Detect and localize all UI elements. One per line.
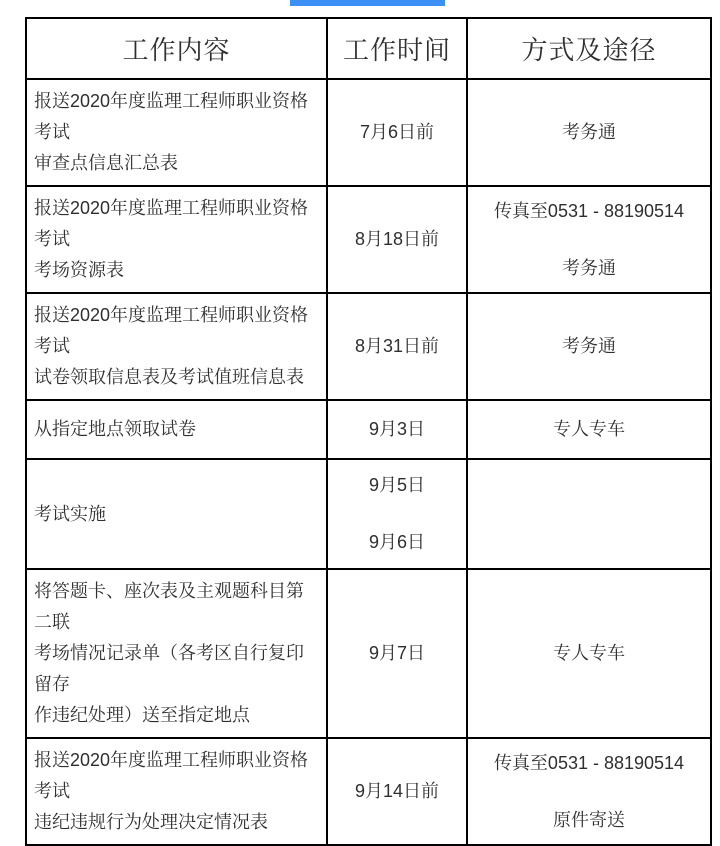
table-row <box>26 569 711 738</box>
method-cell <box>467 186 711 293</box>
col-header-method: 方式及途径 <box>467 18 711 79</box>
cell-line: 8月31日前 <box>354 336 440 356</box>
work-content-cell <box>26 738 327 845</box>
method-cell <box>467 738 711 845</box>
work-time-cell <box>327 459 467 569</box>
work-time-cell <box>327 569 467 738</box>
cell-line: 原件寄送 <box>553 809 625 830</box>
cell-line: 审查点信息汇总表 <box>34 153 178 173</box>
work-content-cell <box>26 459 327 569</box>
work-time-cell <box>327 293 467 400</box>
cell-line: 报送2020年度监理工程师职业资格考试 <box>34 91 309 142</box>
cell-line: 9月3日 <box>368 419 426 439</box>
cell-line: 9月5日 <box>368 475 426 495</box>
cell-line: 传真至0531 - 88190514 <box>493 752 685 773</box>
cell-line: 专人专车 <box>553 643 625 663</box>
cell-line: 考场资源表 <box>34 260 124 280</box>
work-content-cell <box>26 293 327 400</box>
method-cell <box>467 459 711 569</box>
cell-line: 报送2020年度监理工程师职业资格考试 <box>34 305 309 356</box>
work-content-cell <box>26 569 327 738</box>
cell-line: 报送2020年度监理工程师职业资格考试 <box>34 750 309 801</box>
work-schedule-table <box>25 17 712 846</box>
work-time-cell <box>327 400 467 459</box>
top-banner-fragment[interactable] <box>290 0 445 6</box>
table-body <box>26 79 711 845</box>
work-time-cell <box>327 79 467 186</box>
cell-line: 专人专车 <box>553 419 625 439</box>
work-content-cell <box>26 79 327 186</box>
work-time-cell <box>327 738 467 845</box>
table-row <box>26 293 711 400</box>
cell-line: 9月14日前 <box>354 781 440 801</box>
table-row <box>26 459 711 569</box>
cell-line: 考务通 <box>562 336 616 356</box>
cell-line: 作违纪处理）送至指定地点 <box>34 705 250 725</box>
method-cell <box>467 400 711 459</box>
method-cell <box>467 79 711 186</box>
cell-line: 试卷领取信息表及考试值班信息表 <box>34 367 304 387</box>
cell-line: 传真至0531 - 88190514 <box>493 200 685 221</box>
cell-line: 将答题卡、座次表及主观题科目第二联 <box>34 581 304 632</box>
cell-line: 9月6日 <box>368 532 426 552</box>
work-content-cell <box>26 186 327 293</box>
cell-line: 9月7日 <box>368 643 426 663</box>
col-header-work-time: 工作时间 <box>327 18 467 79</box>
col-header-work-content: 工作内容 <box>26 18 327 79</box>
header-row <box>26 18 711 79</box>
cell-line: 7月6日前 <box>359 122 435 142</box>
work-content-cell <box>26 400 327 459</box>
table-row <box>26 738 711 845</box>
cell-line: 从指定地点领取试卷 <box>34 419 196 439</box>
work-time-cell <box>327 186 467 293</box>
cell-line: 8月18日前 <box>354 229 440 249</box>
table-row <box>26 186 711 293</box>
table-row <box>26 79 711 186</box>
method-cell <box>467 293 711 400</box>
cell-line: 考务通 <box>562 257 616 278</box>
cell-line: 违纪违规行为处理决定情况表 <box>34 812 268 832</box>
table-row <box>26 400 711 459</box>
cell-line: 考场情况记录单（各考区自行复印留存 <box>34 643 304 694</box>
cell-line: 报送2020年度监理工程师职业资格考试 <box>34 198 309 249</box>
method-cell <box>467 569 711 738</box>
cell-line: 考试实施 <box>34 503 106 524</box>
cell-line: 考务通 <box>562 122 616 142</box>
